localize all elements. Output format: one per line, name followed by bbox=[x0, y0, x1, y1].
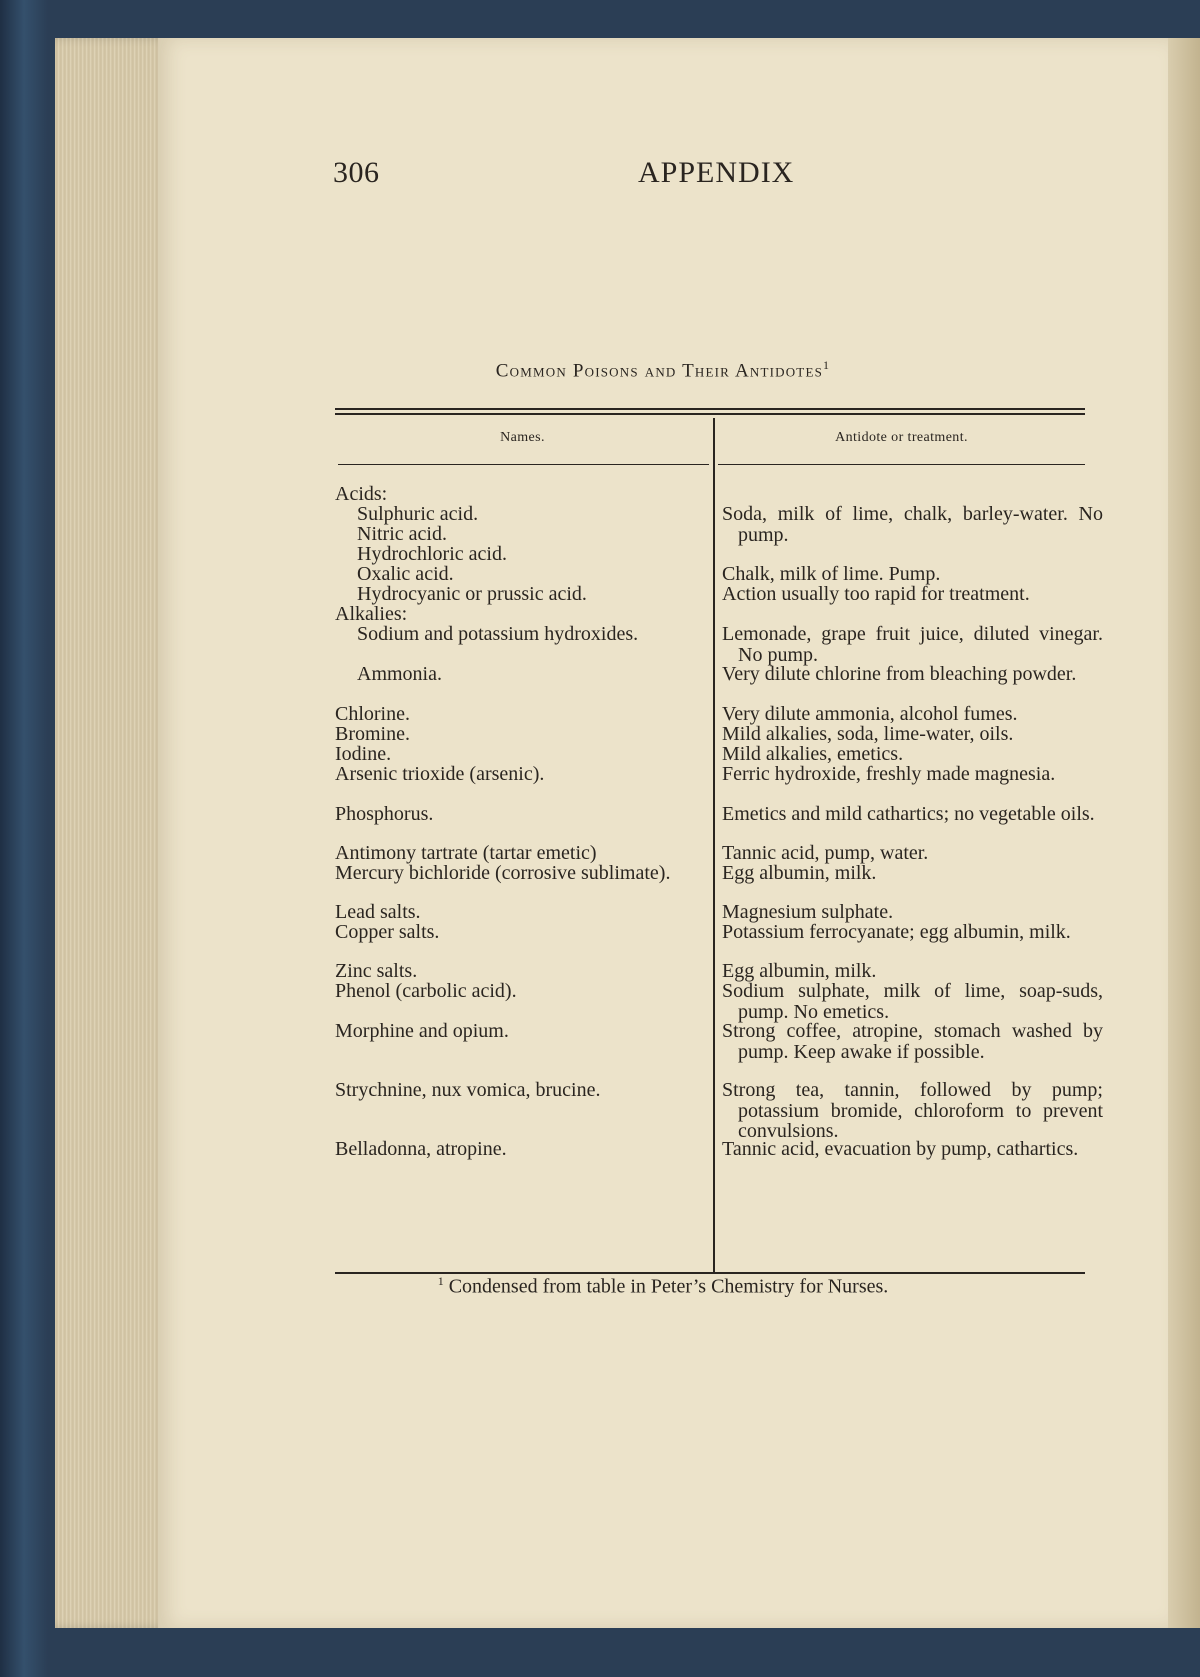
antidote-text: Chalk, milk of lime. Pump. bbox=[722, 563, 941, 585]
poison-name: Ammonia. bbox=[357, 663, 442, 685]
table-top-rule bbox=[335, 408, 1085, 410]
table-title-text: Common Poisons and Their Antidotes bbox=[495, 360, 824, 382]
poison-name: Acids: bbox=[335, 483, 388, 505]
poison-name: Alkalies: bbox=[335, 603, 408, 625]
antidote-text: Emetics and mild cathartics; no vegetable oils. bbox=[722, 803, 1095, 825]
page-stack-edge bbox=[55, 38, 170, 1628]
antidote-text: Tannic acid, pump, water. bbox=[722, 842, 929, 864]
poison-name: Iodine. bbox=[335, 743, 392, 765]
page-number: 306 bbox=[333, 156, 380, 189]
column-header-names: Names. bbox=[500, 430, 545, 445]
poison-name: Sulphuric acid. bbox=[357, 503, 479, 525]
poison-name: Bromine. bbox=[335, 723, 410, 745]
antidote-text: Strong tea, tannin, followed by pump; potassium bromide, chloroform to prevent convulsions. bbox=[722, 1079, 1103, 1142]
header-rule-names bbox=[338, 464, 709, 465]
table-top-rule-2 bbox=[335, 413, 1085, 415]
poison-name: Hydrochloric acid. bbox=[357, 543, 507, 565]
column-header-antidote: Antidote or treatment. bbox=[835, 430, 968, 445]
header-rule-antidote bbox=[718, 464, 1085, 465]
antidote-text: Sodium sulphate, milk of lime, soap-suds, pump. No emetics. bbox=[722, 980, 1103, 1023]
antidote-text: Mild alkalies, emetics. bbox=[722, 743, 904, 765]
antidote-text: Egg albumin, milk. bbox=[722, 960, 877, 982]
antidote-text: Potassium ferrocyanate; egg albumin, milk. bbox=[722, 921, 1071, 943]
antidote-text: Very dilute chlorine from bleaching powder. bbox=[722, 663, 1077, 685]
poison-name: Mercury bichloride (corrosive sublimate). bbox=[335, 862, 671, 884]
footnote bbox=[158, 1274, 1168, 1299]
poison-name: Nitric acid. bbox=[357, 523, 447, 545]
poison-name: Morphine and opium. bbox=[335, 1020, 509, 1042]
poison-name: Phosphorus. bbox=[335, 803, 434, 825]
footnote-mark: 1 bbox=[437, 1274, 444, 1288]
poison-name: Arsenic trioxide (arsenic). bbox=[335, 763, 545, 785]
column-divider bbox=[713, 418, 715, 1272]
poison-name: Antimony tartrate (tartar emetic) bbox=[335, 842, 597, 864]
poison-name: Oxalic acid. bbox=[357, 563, 454, 585]
poison-name: Phenol (carbolic acid). bbox=[335, 980, 517, 1002]
antidote-text: Magnesium sulphate. bbox=[722, 901, 894, 923]
right-page-edge bbox=[1168, 38, 1200, 1628]
running-head: APPENDIX bbox=[638, 156, 795, 189]
antidote-text: Ferric hydroxide, freshly made magnesia. bbox=[722, 763, 1056, 785]
antidote-text: Strong coffee, atropine, stomach washed by pump. Keep awake if possible. bbox=[722, 1020, 1103, 1063]
antidote-text: Very dilute ammonia, alcohol fumes. bbox=[722, 703, 1018, 725]
antidote-text: Tannic acid, evacuation by pump, cathartics. bbox=[722, 1138, 1079, 1160]
footnote-text: Condensed from table in Peter’s Chemistry for Nurses. bbox=[448, 1275, 889, 1298]
antidote-text: Action usually too rapid for treatment. bbox=[722, 583, 1030, 605]
poison-name: Sodium and potassium hydroxides. bbox=[357, 623, 639, 645]
poison-name: Hydrocyanic or prussic acid. bbox=[357, 583, 587, 605]
table-title bbox=[158, 358, 1168, 382]
poison-name: Belladonna, atropine. bbox=[335, 1138, 507, 1160]
table-title-note-mark: 1 bbox=[823, 358, 831, 372]
poison-name: Zinc salts. bbox=[335, 960, 418, 982]
poison-name: Lead salts. bbox=[335, 901, 421, 923]
antidote-text: Mild alkalies, soda, lime-water, oils. bbox=[722, 723, 1014, 745]
poison-name: Copper salts. bbox=[335, 921, 440, 943]
antidote-text: Lemonade, grape fruit juice, diluted vinegar. No pump. bbox=[722, 623, 1103, 666]
poison-name: Chlorine. bbox=[335, 703, 410, 725]
antidote-text: Soda, milk of lime, chalk, barley-water. No pump. bbox=[722, 503, 1103, 546]
book-page bbox=[158, 38, 1168, 1628]
poison-name: Strychnine, nux vomica, brucine. bbox=[335, 1079, 601, 1101]
antidote-text: Egg albumin, milk. bbox=[722, 862, 877, 884]
